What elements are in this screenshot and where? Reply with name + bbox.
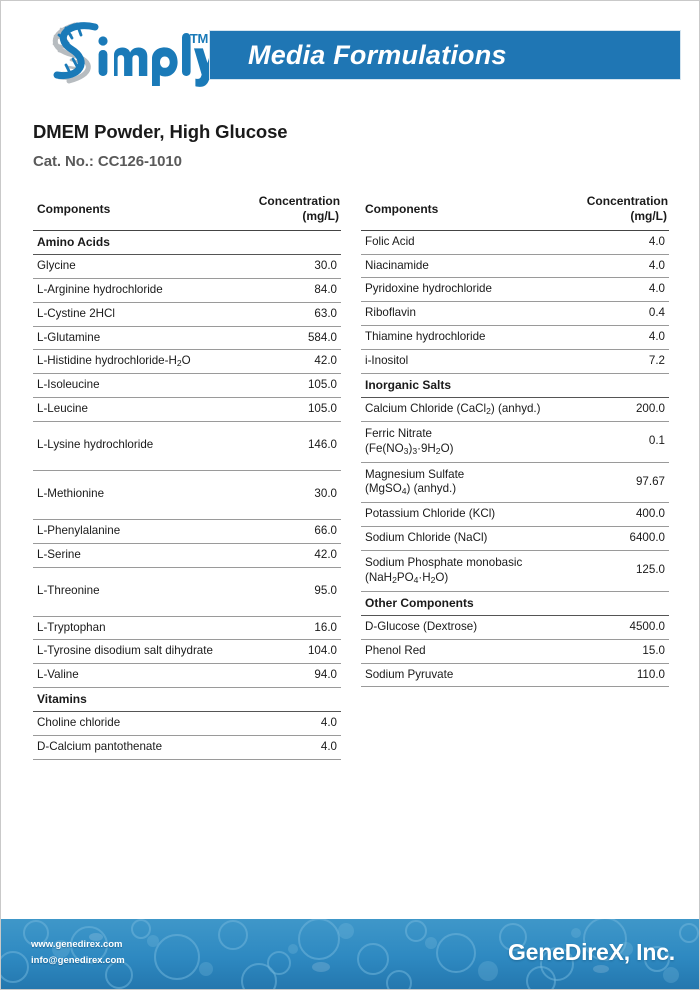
group-label: Inorganic Salts [361,373,669,397]
table-group-row [33,688,341,712]
column-header-components: Components [33,194,255,230]
table-row [33,616,341,640]
table-row [33,664,341,688]
table-row [33,470,341,519]
component-concentration: 4.0 [583,326,669,350]
table-row [33,255,341,279]
table-header-row [33,194,341,230]
component-name: L-Serine [33,543,255,567]
table-row [361,550,669,591]
component-concentration: 42.0 [255,350,341,374]
table-row [361,278,669,302]
component-concentration: 15.0 [583,639,669,663]
catalog-number: Cat. No.: CC126-1010 [33,153,182,170]
component-concentration: 146.0 [255,421,341,470]
component-name: Ferric Nitrate $(Fe(NO_3)_3\cdot 9H_2O)$ [361,421,583,462]
table-row [33,421,341,470]
group-label: Amino Acids [33,230,341,254]
formulation-table-right [361,194,669,687]
banner-title: Media Formulations [248,39,507,70]
component-name: Sodium Chloride (NaCl) [361,527,583,551]
page-footer [1,919,700,989]
component-concentration: 66.0 [255,519,341,543]
component-name: Choline chloride [33,712,255,736]
table-row [33,278,341,302]
component-name: L-Tyrosine disodium salt dihydrate [33,640,255,664]
component-name: D-Calcium pantothenate [33,736,255,760]
component-name: Glycine [33,255,255,279]
table-row [33,712,341,736]
component-concentration: 0.1 [583,421,669,462]
component-name: Folic Acid [361,230,583,254]
component-name: D-Glucose (Dextrose) [361,615,583,639]
component-name: Riboflavin [361,302,583,326]
component-name: L-Lysine hydrochloride [33,421,255,470]
right-table-body [361,230,669,687]
component-concentration: 84.0 [255,278,341,302]
table-row [33,326,341,350]
table-row [33,302,341,326]
component-concentration: 584.0 [255,326,341,350]
component-concentration: 97.67 [583,462,669,503]
left-table-body [33,230,341,759]
left-table-column [33,194,341,760]
component-name: L-Threonine [33,567,255,616]
component-name: L-Arginine hydrochloride [33,278,255,302]
table-row [33,374,341,398]
component-concentration: 105.0 [255,398,341,422]
component-concentration: 4.0 [583,230,669,254]
component-name: L-Phenylalanine [33,519,255,543]
component-concentration: 125.0 [583,550,669,591]
component-concentration: 104.0 [255,640,341,664]
table-group-row [361,373,669,397]
component-concentration: 0.4 [583,302,669,326]
table-row [361,254,669,278]
trademark-symbol: TM [189,31,208,46]
table-row [361,230,669,254]
component-concentration: 4.0 [255,712,341,736]
table-row [33,640,341,664]
right-table-column [361,194,669,760]
component-name: Potassium Chloride (KCl) [361,503,583,527]
component-name: Magnesium Sulfate (MgSO$_4$) (anhyd.) [361,462,583,503]
table-row [33,519,341,543]
component-concentration: 95.0 [255,567,341,616]
table-row [361,663,669,687]
component-name: L-Valine [33,664,255,688]
component-concentration: 110.0 [583,663,669,687]
column-header-concentration: Concentration (mg/L) [583,194,669,230]
group-label: Vitamins [33,688,341,712]
component-concentration: 94.0 [255,664,341,688]
table-group-row [361,591,669,615]
component-name: L-Cystine 2HCl [33,302,255,326]
component-name: Sodium Phosphate monobasic $(NaH_2PO_4\cdot H_2O)$ [361,550,583,591]
table-row [33,398,341,422]
component-concentration: 6400.0 [583,527,669,551]
component-concentration: 7.2 [583,349,669,373]
table-row [361,527,669,551]
column-header-components: Components [361,194,583,230]
component-concentration: 4.0 [583,278,669,302]
table-group-row [33,230,341,254]
component-concentration: 200.0 [583,398,669,422]
component-name: Niacinamide [361,254,583,278]
table-row [361,639,669,663]
table-row [361,462,669,503]
table-row [33,736,341,760]
component-name: L-Leucine [33,398,255,422]
simply-logo [35,19,210,87]
footer-email[interactable]: info@genedirex.com [31,954,125,966]
footer-contact-info [31,937,125,968]
title-block [33,121,533,170]
component-concentration: 4500.0 [583,615,669,639]
component-name: L-Histidine hydrochloride-$H_2O$ [33,350,255,374]
formulation-table-left [33,194,341,760]
component-name: L-Glutamine [33,326,255,350]
media-formulations-banner [209,30,681,80]
table-row [33,567,341,616]
component-concentration: 400.0 [583,503,669,527]
component-concentration: 4.0 [583,254,669,278]
component-concentration: 42.0 [255,543,341,567]
component-name: i-Inositol [361,349,583,373]
table-row [361,349,669,373]
page-title: DMEM Powder, High Glucose [33,121,288,142]
component-name: Pyridoxine hydrochloride [361,278,583,302]
dna-helix-icon [35,19,210,87]
component-concentration: 16.0 [255,616,341,640]
table-header-row [361,194,669,230]
component-concentration: 4.0 [255,736,341,760]
component-name: L-Isoleucine [33,374,255,398]
table-row [361,421,669,462]
component-name: L-Tryptophan [33,616,255,640]
table-row [361,326,669,350]
component-concentration: 30.0 [255,255,341,279]
component-name: L-Methionine [33,470,255,519]
table-row [361,302,669,326]
page-header [1,1,700,101]
component-concentration: 63.0 [255,302,341,326]
column-header-concentration: Concentration (mg/L) [255,194,341,230]
group-label: Other Components [361,591,669,615]
table-row [361,503,669,527]
formulation-tables [1,194,700,760]
component-concentration: 30.0 [255,470,341,519]
component-name: Thiamine hydrochloride [361,326,583,350]
table-row [33,543,341,567]
component-concentration: 105.0 [255,374,341,398]
footer-brand-name: GeneDireX, Inc. [507,939,675,965]
component-name: Phenol Red [361,639,583,663]
component-name: Calcium Chloride (CaCl$_2$) (anhyd.) [361,398,583,422]
table-row [361,615,669,639]
component-name: Sodium Pyruvate [361,663,583,687]
footer-website[interactable]: www.genedirex.com [31,939,123,950]
table-row [33,350,341,374]
table-row [361,398,669,422]
